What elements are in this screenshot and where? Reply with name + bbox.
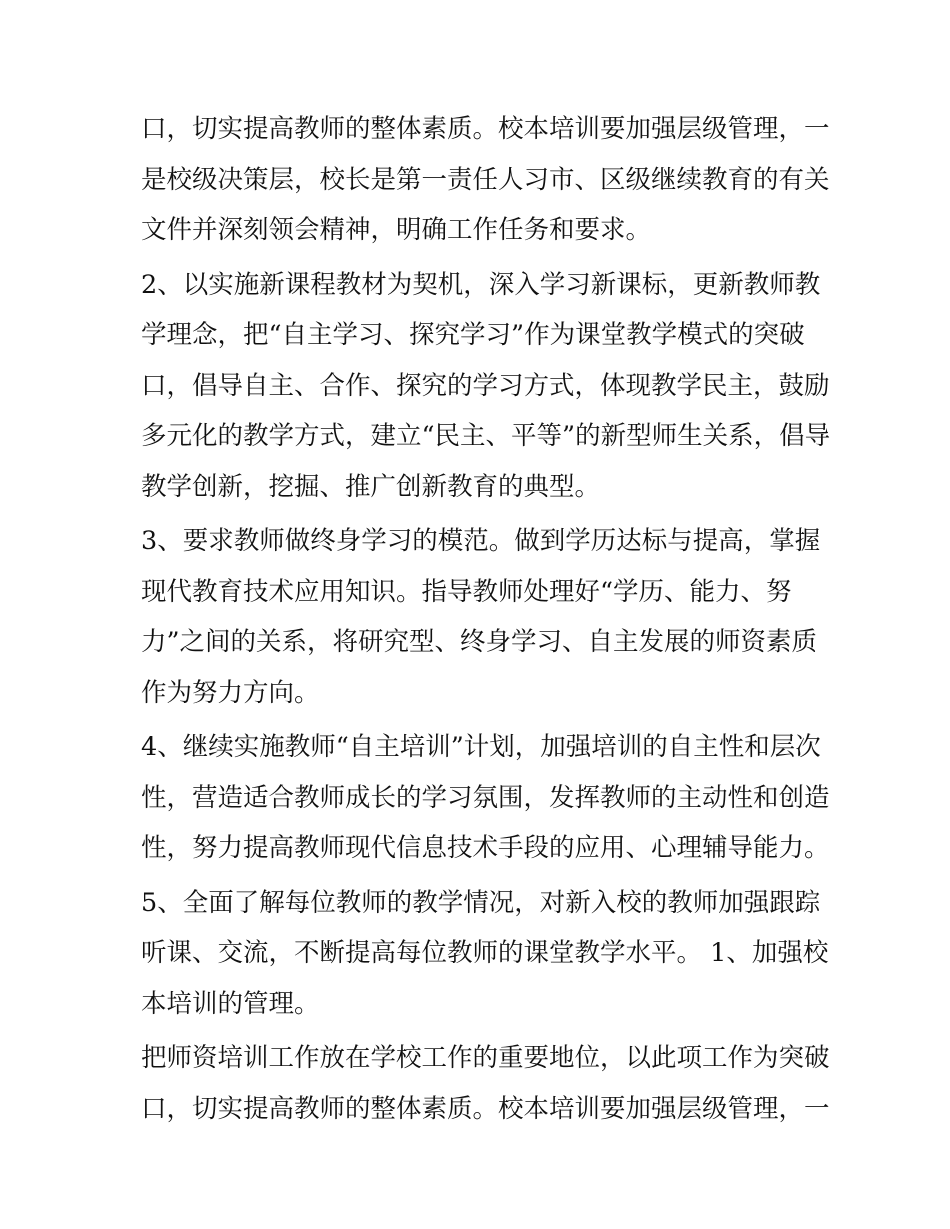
text-line: 力”之间的关系，将研究型、终身学习、自主发展的师资素质 — [141, 627, 818, 657]
text-line: 听课、交流，不断提高每位教师的课堂教学水平。 1、加强校 — [141, 938, 829, 968]
text-line: 文件并深刻领会精神，明确工作任务和要求。 — [141, 215, 652, 245]
text-line: 2、以实施新课程教材为契机，深入学习新课标，更新教师教 — [141, 269, 821, 300]
text-line: 作为努力方向。 — [141, 677, 320, 708]
text-line: 口，切实提高教师的整体素质。校本培训要加强层级管理，一 — [141, 114, 830, 144]
text-line: 口，倡导自主、合作、探究的学习方式，体现教学民主，鼓励 — [141, 370, 830, 401]
text-line: 性，营造适合教师成长的学习氛围，发挥教师的主动性和创造 — [141, 782, 830, 813]
text-line: 教学创新，挖掘、推广创新教育的典型。 — [141, 471, 601, 502]
text-line: 5、全面了解每位教师的教学情况，对新入校的教师加强跟踪 — [141, 887, 821, 918]
text-line: 口，切实提高教师的整体素质。校本培训要加强层级管理，一 — [141, 1093, 830, 1124]
text-line: 把师资培训工作放在学校工作的重要地位，以此项工作为突破 — [141, 1043, 830, 1073]
text-line: 本培训的管理。 — [141, 988, 320, 1019]
text-line: 是校级决策层，校长是第一责任人习市、区级继续教育的有关 — [141, 164, 830, 195]
text-line: 性，努力提高教师现代信息技术手段的应用、心理辅导能力。 — [141, 833, 830, 863]
text-line: 多元化的教学方式，建立“民主、平等”的新型师生关系，倡导 — [141, 421, 831, 451]
document-body — [141, 104, 831, 1134]
text-line: 3、要求教师做终身学习的模范。做到学历达标与提高，掌握 — [141, 526, 821, 556]
text-line: 4、继续实施教师“自主培训”计划，加强培训的自主性和层次 — [141, 732, 821, 762]
text-line: 学理念，把“自主学习、探究学习”作为课堂教学模式的突破 — [141, 320, 805, 350]
text-line: 现代教育技术应用知识。指导教师处理好“学历、能力、努 — [141, 576, 792, 607]
